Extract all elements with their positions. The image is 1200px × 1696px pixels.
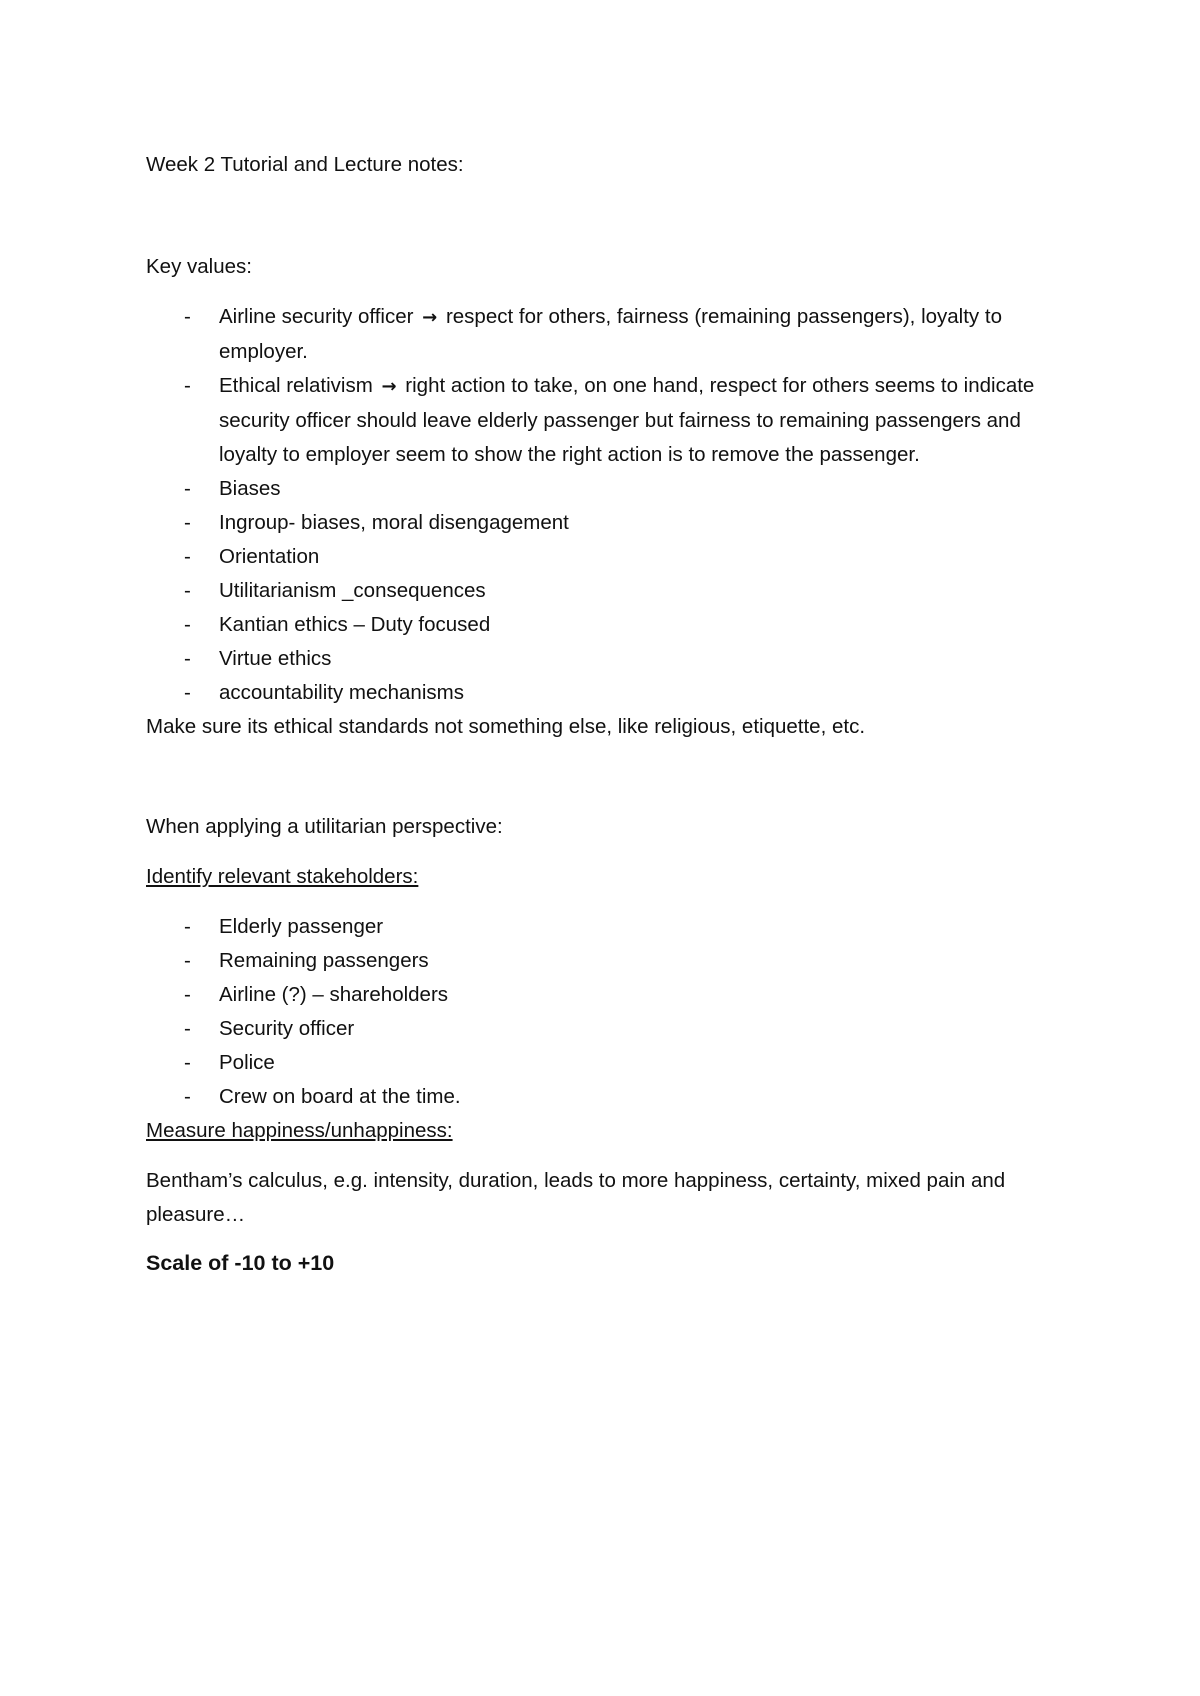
item-text: Biases [219,477,281,500]
dash-bullet: - [184,545,191,568]
dash-bullet: - [184,305,191,328]
stakeholder-text: Remaining passengers [219,949,429,972]
stakeholder-text: Security officer [219,1017,355,1040]
measure-heading: Measure happiness/unhappiness: [146,1119,453,1142]
item-text: Utilitarianism _consequences [219,579,486,602]
key-values-item [146,642,1066,676]
document-body [146,148,1066,1280]
item-text: Orientation [219,545,320,568]
stakeholder-item [146,1046,1066,1080]
stakeholder-item [146,944,1066,978]
dash-bullet: - [184,983,191,1006]
key-values-item [146,574,1066,608]
ethical-standards-note: Make sure its ethical standards not something else, like religious, etiquette, etc. [146,715,866,738]
item-text: Kantian ethics – Duty focused [219,613,491,636]
dash-bullet: - [184,613,191,636]
key-values-heading: Key values: [146,255,252,278]
key-values-item [146,369,1066,472]
stakeholder-text: Crew on board at the time. [219,1085,461,1108]
dash-bullet: - [184,374,191,397]
item-subject: Ethical relativism [219,374,373,397]
stakeholder-item [146,910,1066,944]
key-values-item [146,300,1066,369]
item-detail: respect for others, fairness (remaining passengers), loyalty to employer. [219,305,1002,363]
item-text: Ingroup- biases, moral disengagement [219,511,569,534]
item-detail: right action to take, on one hand, respect for others seems to indicate security officer should leave elderly passenger but fairness to remaining passengers and loyalty to employer seem to show the right action is to remove the passenger. [219,374,1035,466]
item-text: accountability mechanisms [219,681,464,704]
key-values-list [146,300,1066,710]
dash-bullet: - [184,511,191,534]
scale-note: Scale of -10 to +10 [146,1251,335,1275]
dash-bullet: - [184,579,191,602]
stakeholder-text: Airline (?) – shareholders [219,983,449,1006]
key-values-item [146,608,1066,642]
item-subject: Airline security officer [219,305,414,328]
dash-bullet: - [184,915,191,938]
dash-bullet: - [184,1017,191,1040]
key-values-item [146,506,1066,540]
document-title: Week 2 Tutorial and Lecture notes: [146,153,464,176]
dash-bullet: - [184,1051,191,1074]
stakeholder-text: Police [219,1051,275,1074]
key-values-item [146,472,1066,506]
right-arrow-icon: → [381,376,397,397]
stakeholder-item [146,1080,1066,1114]
bentham-calculus-note: Bentham’s calculus, e.g. intensity, duration, leads to more happiness, certainty, mixed pain and pleasure… [146,1169,1006,1226]
item-text: Virtue ethics [219,647,332,670]
stakeholder-item [146,978,1066,1012]
right-arrow-icon: → [422,307,438,328]
key-values-item [146,676,1066,710]
stakeholders-list [146,910,1066,1114]
dash-bullet: - [184,477,191,500]
utilitarian-heading: When applying a utilitarian perspective: [146,815,503,838]
stakeholders-heading: Identify relevant stakeholders: [146,865,419,888]
stakeholder-text: Elderly passenger [219,915,384,938]
dash-bullet: - [184,949,191,972]
key-values-item [146,540,1066,574]
dash-bullet: - [184,681,191,704]
dash-bullet: - [184,1085,191,1108]
dash-bullet: - [184,647,191,670]
stakeholder-item [146,1012,1066,1046]
